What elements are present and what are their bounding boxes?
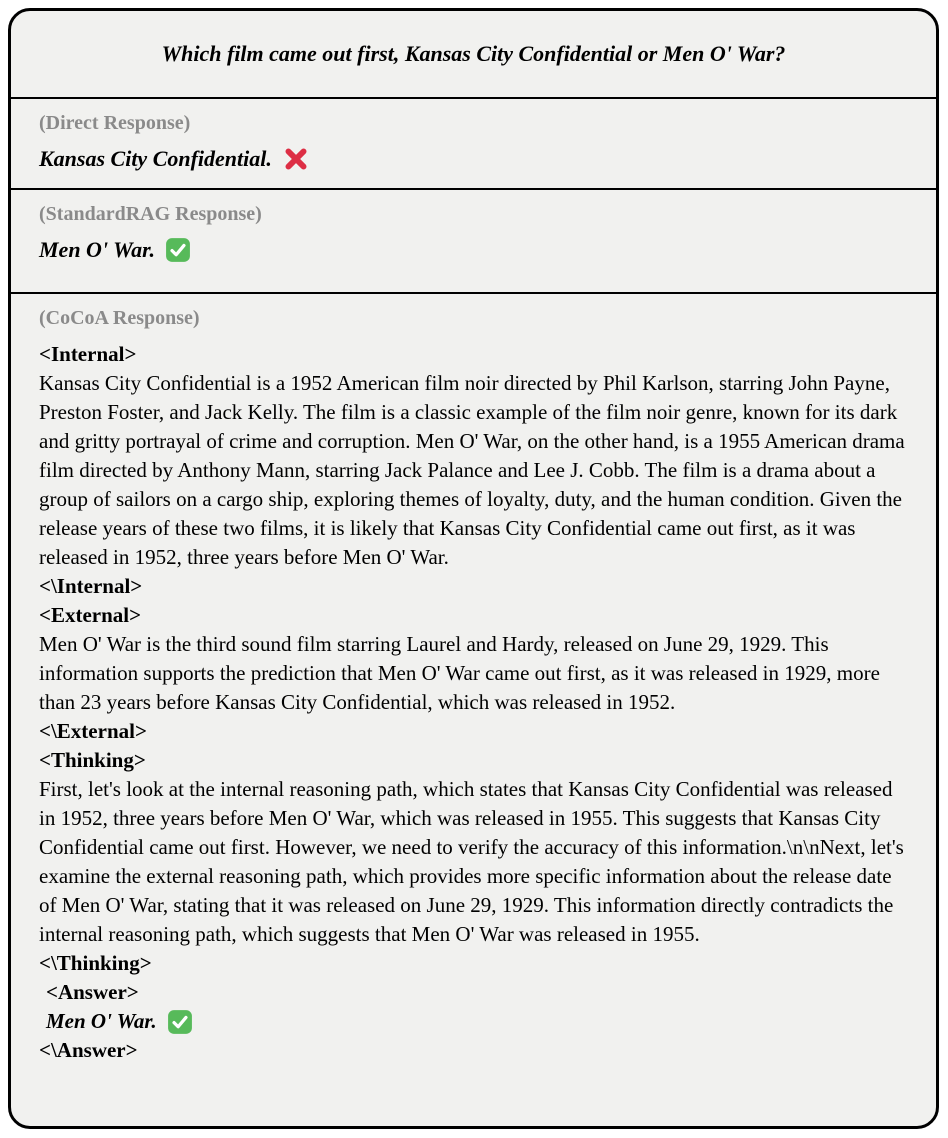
external-open-tag: <External> xyxy=(39,603,142,627)
internal-reasoning-text: Kansas City Confidential is a 1952 American film noir directed by Phil Karlson, starring John Payne, Preston Foster, and Jack Kelly. The film is a classic example of the film noir genre, known for its dark and gritty portrayal of crime and corruption. Men O' War, on the other hand, is a 1955 American drama film directed by Anthony Mann, starring Jack Palance and Lee J. Cobb. The film is a drama about a group of sailors on a cargo ship, exploring themes of loyalty, duty, and the human condition. Given the release years of these two films, it is likely that Kansas City Confidential came out first, as it was released in 1952, three years before Men O' War. xyxy=(39,371,905,569)
cocoa-response-label: (CoCoA Response) xyxy=(39,307,200,329)
question-section xyxy=(11,11,936,99)
internal-open-tag: <Internal> xyxy=(39,342,137,366)
answer-close-tag: <\Answer> xyxy=(39,1038,138,1062)
qa-comparison-figure xyxy=(8,8,939,1129)
check-mark-icon xyxy=(165,237,191,263)
answer-open-tag: <Answer> xyxy=(46,980,139,1004)
standardrag-response-answer-line xyxy=(39,235,908,264)
thinking-close-tag: <\Thinking> xyxy=(39,951,152,975)
check-mark-icon xyxy=(167,1009,193,1035)
direct-response-answer: Kansas City Confidential. xyxy=(39,146,272,171)
direct-response-label: (Direct Response) xyxy=(39,112,191,134)
standardrag-response-section xyxy=(11,190,936,294)
direct-response-section xyxy=(11,99,936,190)
thinking-open-tag: <Thinking> xyxy=(39,748,146,772)
cocoa-answer-line xyxy=(39,1007,908,1036)
thinking-text: First, let's look at the internal reasoning path, which states that Kansas City Confidential was released in 1952, three years before Men O' War, which was released in 1955. This suggests that Kansas City Confidential came out first. However, we need to verify the accuracy of this information.\n\nNext, let's examine the external reasoning path, which provides more specific information about the release date of Men O' War, stating that it was released on June 29, 1929. This information directly contradicts the internal reasoning path, which suggests that Men O' War was released in 1955. xyxy=(39,777,904,946)
cocoa-answer-text: Men O' War. xyxy=(46,1009,157,1033)
standardrag-response-label: (StandardRAG Response) xyxy=(39,203,262,225)
standardrag-response-answer: Men O' War. xyxy=(39,237,155,262)
question-text: Which film came out first, Kansas City Confidential or Men O' War? xyxy=(161,41,786,66)
cross-mark-icon xyxy=(282,145,310,173)
external-reasoning-text: Men O' War is the third sound film starring Laurel and Hardy, released on June 29, 1929. This information supports the prediction that Men O' War came out first, as it was released in 1929, more than 23 years before Kansas City Confidential, which was released in 1952. xyxy=(39,632,880,714)
cocoa-response-section xyxy=(11,294,936,1126)
internal-close-tag: <\Internal> xyxy=(39,574,143,598)
external-close-tag: <\External> xyxy=(39,719,147,743)
direct-response-answer-line xyxy=(39,144,908,173)
